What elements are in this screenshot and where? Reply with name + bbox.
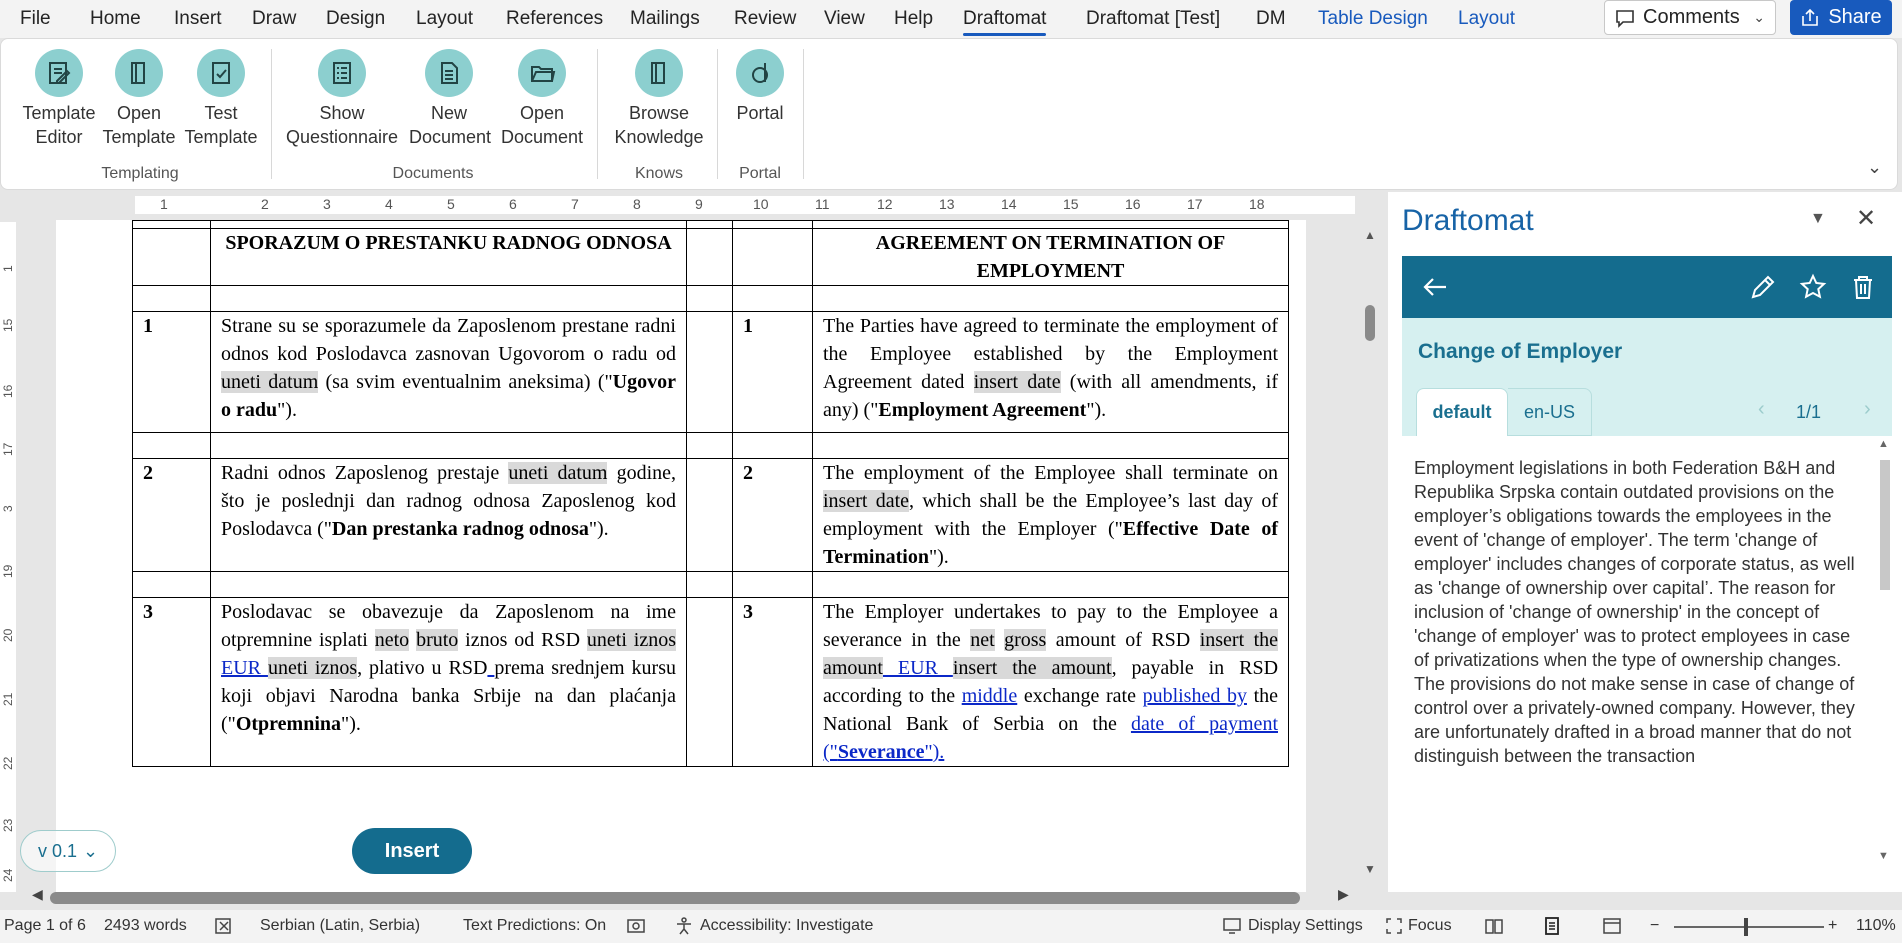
table-row bbox=[133, 229, 1289, 286]
table-row bbox=[133, 221, 1289, 229]
ribbon-collapse-chevron-icon[interactable]: ⌄ bbox=[1867, 157, 1883, 177]
ribbon-divider bbox=[803, 49, 804, 179]
card-body-text: Employment legislations in both Federation B&H and Republika Srpska contain outdated provisions on the employer’s obligations towards the employees in the event of 'change of employer'. The term 'change of employer' includes changes of corporate status, as well as 'change of ownership over capital’. The reason for inclusion of 'change of ownership' in the concept of 'change of employer' was to protect employees in case of privatizations when the type of ownership changes. The provisions do not make sense in case of change of control over a privately-owned company. However, they are unfortunately drafted in a broad manner that do not distinguish between the transaction bbox=[1414, 458, 1855, 766]
vruler-number: 16 bbox=[1, 384, 15, 398]
menu-review[interactable]: Review bbox=[734, 8, 797, 29]
page-count[interactable]: Page 1 of 6 bbox=[4, 917, 86, 934]
text-run: (with all amendments, if any) (" bbox=[823, 371, 1278, 421]
pager-count: 1/1 bbox=[1796, 402, 1822, 422]
zoom-slider-thumb[interactable] bbox=[1744, 918, 1748, 936]
comment-icon bbox=[1615, 8, 1635, 28]
text-run: godine, što je poslednji dan radnog odnosa Zaposlenog kod Poslodavca (" bbox=[221, 462, 677, 540]
clause-2-english[interactable] bbox=[813, 459, 1289, 572]
option-gross[interactable]: bruto bbox=[416, 629, 459, 651]
scroll-down-arrow-icon[interactable]: ▼ bbox=[1364, 862, 1376, 876]
menu-view[interactable]: View bbox=[824, 8, 865, 29]
ruler-number: 13 bbox=[939, 196, 955, 212]
menu-design[interactable]: Design bbox=[326, 8, 386, 29]
open-document-label-1: Open bbox=[519, 103, 565, 123]
open-template-button[interactable] bbox=[101, 49, 177, 149]
scroll-up-arrow-icon[interactable]: ▲ bbox=[1364, 228, 1376, 242]
display-settings[interactable]: Display Settings bbox=[1248, 917, 1363, 934]
currency-link[interactable]: EUR bbox=[221, 657, 268, 679]
card-title: Change of Employer bbox=[1418, 340, 1623, 363]
clause-number: 2 bbox=[733, 459, 813, 572]
zoom-in-button[interactable]: + bbox=[1828, 917, 1838, 934]
open-document-label-2: Document bbox=[501, 127, 584, 147]
currency-link[interactable]: EUR bbox=[883, 657, 953, 679]
chevron-down-icon: ⌄ bbox=[82, 840, 99, 861]
chevron-right-icon[interactable]: › bbox=[1864, 398, 1871, 420]
language[interactable]: Serbian (Latin, Serbia) bbox=[260, 917, 421, 934]
ruler-number: 7 bbox=[571, 196, 579, 212]
clause-number: 3 bbox=[133, 598, 211, 767]
placeholder-field[interactable]: insert date bbox=[823, 490, 910, 512]
insert-button[interactable]: Insert bbox=[352, 828, 472, 874]
ruler-number: 2 bbox=[261, 196, 269, 212]
placeholder-field[interactable]: insert the amount bbox=[952, 657, 1112, 679]
new-document-icon bbox=[425, 49, 473, 97]
chevron-down-icon[interactable]: ⌄ bbox=[1753, 9, 1765, 25]
text-run: "). bbox=[277, 399, 297, 421]
web-layout-icon[interactable] bbox=[1602, 916, 1622, 936]
option-net[interactable]: net bbox=[970, 629, 995, 651]
text-run: prema srednjem kursu koji objavi Narodna banka Srbije na dan plaćanja (" bbox=[221, 657, 676, 735]
show-questionnaire-button[interactable] bbox=[283, 49, 401, 149]
new-document-button[interactable] bbox=[409, 49, 492, 149]
text-run: , payable in RSD according to the bbox=[823, 657, 1279, 707]
clause-3-english[interactable] bbox=[813, 598, 1289, 767]
field-link[interactable]: published by bbox=[1142, 685, 1247, 707]
open-template-icon bbox=[115, 49, 163, 97]
template-editor-label-1: Template bbox=[22, 103, 96, 123]
clause-number: 1 bbox=[733, 312, 813, 433]
template-editor-label-2: Editor bbox=[35, 127, 83, 147]
menu-mailings[interactable]: Mailings bbox=[630, 8, 700, 29]
vruler-number: 20 bbox=[1, 628, 15, 642]
text-run: The Parties have agreed to terminate the employment of the Employee established by the Employment Agreement dated bbox=[823, 315, 1278, 393]
ruler-number: 1 bbox=[160, 196, 168, 212]
menu-draftomat-test[interactable]: Draftomat [Test] bbox=[1086, 8, 1221, 29]
text-run: "). bbox=[928, 546, 949, 568]
table-row bbox=[133, 572, 1289, 598]
template-editor-icon bbox=[35, 49, 83, 97]
menu-file[interactable]: File bbox=[20, 8, 51, 29]
table-row bbox=[133, 433, 1289, 459]
text-run: Poslodavac se obavezuje da Zaposlenom na ime otpremnine isplati bbox=[221, 601, 676, 651]
vertical-scroll-thumb[interactable] bbox=[1365, 305, 1375, 341]
group-portal-label: Portal bbox=[739, 165, 781, 182]
ruler-strip bbox=[135, 196, 1355, 214]
text-run: , which shall be the Employee’s last day of employment with the Employer (" bbox=[823, 490, 1278, 540]
card-body[interactable] bbox=[1402, 436, 1892, 870]
menu-draftomat[interactable]: Draftomat bbox=[963, 8, 1047, 29]
tab-default[interactable]: default bbox=[1416, 388, 1508, 436]
placeholder-field[interactable]: uneti iznos bbox=[586, 629, 677, 651]
knowledge-book-icon bbox=[635, 49, 683, 97]
clause-number: 3 bbox=[733, 598, 813, 767]
ruler-number: 11 bbox=[815, 196, 830, 212]
placeholder-field[interactable]: uneti datum bbox=[508, 462, 608, 484]
horizontal-ruler[interactable] bbox=[0, 192, 1380, 218]
comments-button[interactable] bbox=[1604, 0, 1776, 35]
vertical-ruler[interactable] bbox=[0, 222, 16, 892]
placeholder-field[interactable]: insert the amount bbox=[823, 629, 1279, 679]
portal-button[interactable] bbox=[727, 49, 793, 125]
ruler-number: 6 bbox=[509, 196, 517, 212]
menu-table-layout[interactable]: Layout bbox=[1458, 8, 1516, 29]
pane-toolbar bbox=[1402, 256, 1892, 318]
option-net[interactable]: neto bbox=[374, 629, 410, 651]
open-template-label-1: Open bbox=[116, 103, 162, 123]
browse-knowledge-button[interactable] bbox=[609, 49, 709, 149]
share-icon bbox=[1800, 8, 1820, 28]
field-link[interactable]: middle bbox=[961, 685, 1018, 707]
menu-home[interactable]: Home bbox=[90, 8, 141, 29]
print-layout-icon[interactable] bbox=[1542, 916, 1562, 936]
questionnaire-icon bbox=[318, 49, 366, 97]
ruler-number: 15 bbox=[1063, 196, 1079, 212]
vruler-number: 15 bbox=[1, 318, 15, 332]
group-documents-label: Documents bbox=[392, 165, 474, 182]
new-document-label-1: New bbox=[430, 103, 467, 123]
share-label: Share bbox=[1828, 6, 1882, 28]
scroll-right-arrow-icon[interactable]: ▶ bbox=[1338, 886, 1349, 902]
display-settings-icon[interactable] bbox=[1222, 916, 1242, 936]
defined-term: Dan prestanka radnog odnosa bbox=[331, 518, 589, 540]
clause-number: 1 bbox=[133, 312, 211, 433]
ribbon-divider bbox=[717, 49, 718, 179]
ribbon bbox=[0, 38, 1898, 190]
text-run: iznos od RSD bbox=[458, 629, 587, 651]
text-run: exchange rate bbox=[1017, 685, 1143, 707]
template-editor-button[interactable] bbox=[21, 49, 97, 149]
vruler-number: 24 bbox=[1, 868, 15, 882]
status-bar bbox=[0, 910, 1902, 943]
version-selector[interactable] bbox=[20, 830, 116, 872]
text-run: Strane su se sporazumele da Zaposlenom prestane radni odnos kod Poslodavca zasnovan Ugovorom o radu od bbox=[221, 315, 676, 365]
defined-term: Effective Date of Termination bbox=[823, 518, 1278, 568]
accessibility-icon[interactable] bbox=[674, 916, 694, 936]
heading-serbian[interactable]: SPORAZUM O PRESTANKU RADNOG ODNOSA bbox=[211, 229, 687, 286]
zoom-slider[interactable] bbox=[1674, 926, 1824, 928]
star-icon[interactable] bbox=[1798, 272, 1828, 302]
new-document-label-2: Document bbox=[409, 127, 492, 147]
version-label: v 0.1 bbox=[37, 840, 77, 861]
clause-1-english[interactable] bbox=[813, 312, 1289, 433]
text-run: , plativo u RSD bbox=[357, 657, 488, 679]
scroll-down-arrow-icon[interactable]: ▼ bbox=[1878, 850, 1889, 862]
menu-table-design[interactable]: Table Design bbox=[1318, 8, 1428, 29]
menu-layout[interactable]: Layout bbox=[416, 8, 474, 29]
placeholder-field[interactable]: uneti iznos bbox=[267, 657, 358, 679]
open-document-button[interactable] bbox=[501, 49, 583, 149]
defined-term: Otpremnina bbox=[235, 713, 342, 735]
ruler-number: 10 bbox=[753, 196, 769, 212]
pane-title: Draftomat bbox=[1402, 204, 1534, 237]
option-gross[interactable]: gross bbox=[1004, 629, 1047, 651]
menu-references[interactable]: References bbox=[506, 8, 604, 29]
text-run: "). bbox=[1086, 399, 1107, 421]
defined-term: Ugovor o radu bbox=[221, 371, 676, 421]
menu-help[interactable]: Help bbox=[894, 8, 934, 29]
focus-mode[interactable]: Focus bbox=[1408, 917, 1452, 934]
table-row bbox=[133, 459, 1289, 572]
vruler-number: 17 bbox=[1, 442, 15, 456]
menu-draw[interactable]: Draw bbox=[252, 8, 297, 29]
test-template-label-2: Template bbox=[184, 127, 258, 147]
vruler-number: 22 bbox=[1, 756, 15, 770]
ruler-number: 4 bbox=[385, 196, 393, 212]
chevron-left-icon[interactable]: ‹ bbox=[1758, 398, 1765, 420]
document-area[interactable] bbox=[16, 220, 1356, 892]
text-run: The employment of the Employee shall terminate on bbox=[823, 462, 1278, 484]
ruler-number: 14 bbox=[1001, 196, 1017, 212]
table-row bbox=[133, 598, 1289, 767]
accessibility-status[interactable]: Accessibility: Investigate bbox=[700, 917, 874, 934]
clause-number: 2 bbox=[133, 459, 211, 572]
draftomat-pane bbox=[1388, 192, 1902, 892]
vruler-number: 21 bbox=[1, 692, 15, 706]
bilingual-table[interactable] bbox=[132, 220, 1289, 767]
portal-icon bbox=[736, 49, 784, 97]
ruler-number: 12 bbox=[877, 196, 893, 212]
ruler-number: 3 bbox=[323, 196, 331, 212]
placeholder-field[interactable]: insert date bbox=[973, 371, 1061, 393]
folder-icon bbox=[518, 49, 566, 97]
close-icon[interactable]: ✕ bbox=[1856, 205, 1877, 232]
scroll-left-arrow-icon[interactable]: ◀ bbox=[32, 886, 43, 902]
defined-term-link[interactable]: Severance bbox=[837, 741, 925, 763]
group-templating-label: Templating bbox=[101, 165, 179, 182]
table-row bbox=[133, 286, 1289, 312]
show-questionnaire-label-1: Show bbox=[319, 103, 365, 123]
vruler-number: 19 bbox=[1, 564, 15, 578]
vruler-number: 23 bbox=[1, 818, 15, 832]
field-link[interactable]: "). bbox=[924, 741, 945, 763]
back-arrow-icon[interactable] bbox=[1420, 272, 1450, 302]
heading-english[interactable]: AGREEMENT ON TERMINATION OF EMPLOYMENT bbox=[813, 229, 1289, 286]
macro-icon[interactable] bbox=[626, 916, 646, 936]
text-run: "). bbox=[341, 713, 361, 735]
zoom-out-button[interactable]: − bbox=[1650, 917, 1660, 934]
text-run: "). bbox=[588, 518, 609, 540]
card-scroll-thumb[interactable] bbox=[1880, 460, 1890, 590]
test-template-icon bbox=[197, 49, 245, 97]
text-run: Radni odnos Zaposlenog prestaje bbox=[221, 462, 509, 484]
portal-label: Portal bbox=[736, 103, 784, 123]
browse-knowledge-label-1: Browse bbox=[628, 103, 690, 123]
table-row bbox=[133, 312, 1289, 433]
comments-label: Comments bbox=[1643, 6, 1740, 28]
pencil-icon[interactable] bbox=[1748, 272, 1778, 302]
ribbon-divider bbox=[271, 49, 272, 179]
clause-2-serbian[interactable] bbox=[211, 459, 687, 572]
test-template-label-1: Test bbox=[204, 103, 238, 123]
word-count[interactable]: 2493 words bbox=[104, 917, 187, 934]
test-template-button[interactable] bbox=[183, 49, 259, 149]
share-button[interactable] bbox=[1790, 0, 1892, 35]
vruler-number: 1 bbox=[1, 265, 15, 272]
browse-knowledge-label-2: Knowledge bbox=[614, 127, 704, 147]
zoom-level[interactable]: 110% bbox=[1856, 917, 1896, 934]
menu-dm[interactable]: DM bbox=[1256, 8, 1286, 29]
clause-3-serbian[interactable] bbox=[211, 598, 687, 767]
clause-1-serbian[interactable] bbox=[211, 312, 687, 433]
read-mode-icon[interactable] bbox=[1484, 916, 1504, 936]
scroll-up-arrow-icon[interactable]: ▲ bbox=[1878, 438, 1889, 450]
text-run: (sa svim eventualnim aneksima) (" bbox=[318, 371, 613, 393]
pane-options-caret-icon[interactable]: ▼ bbox=[1810, 210, 1826, 227]
trash-icon[interactable] bbox=[1848, 272, 1878, 302]
menu-insert[interactable]: Insert bbox=[174, 8, 222, 29]
tab-en-us[interactable]: en-US bbox=[1508, 388, 1592, 436]
ruler-number: 9 bbox=[695, 196, 703, 212]
defined-term: Employment Agreement bbox=[878, 399, 1087, 421]
text-run: amount of RSD bbox=[1046, 629, 1200, 651]
ribbon-divider bbox=[597, 49, 598, 179]
ruler-number: 16 bbox=[1125, 196, 1141, 212]
text-predictions[interactable]: Text Predictions: On bbox=[463, 917, 607, 934]
horizontal-scroll-thumb[interactable] bbox=[50, 892, 1300, 904]
open-template-label-2: Template bbox=[102, 127, 176, 147]
proofing-icon[interactable] bbox=[214, 916, 234, 936]
document-page[interactable] bbox=[56, 220, 1306, 892]
ruler-number: 17 bbox=[1187, 196, 1203, 212]
ruler-number: 5 bbox=[447, 196, 455, 212]
placeholder-field[interactable]: uneti datum bbox=[221, 371, 319, 393]
ruler-number: 18 bbox=[1249, 196, 1265, 212]
ruler-number: 8 bbox=[633, 196, 641, 212]
text-run: The Employer undertakes to pay to the Employee a severance in the bbox=[823, 601, 1278, 651]
vruler-number: 3 bbox=[1, 505, 15, 512]
show-questionnaire-label-2: Questionnaire bbox=[285, 127, 399, 147]
menu-bar bbox=[0, 0, 1902, 38]
field-link[interactable]: date of payment (" bbox=[823, 713, 1278, 763]
group-knows-label: Knows bbox=[634, 165, 684, 182]
focus-icon[interactable] bbox=[1384, 916, 1404, 936]
text-run: the National Bank of Serbia on the bbox=[823, 685, 1278, 735]
